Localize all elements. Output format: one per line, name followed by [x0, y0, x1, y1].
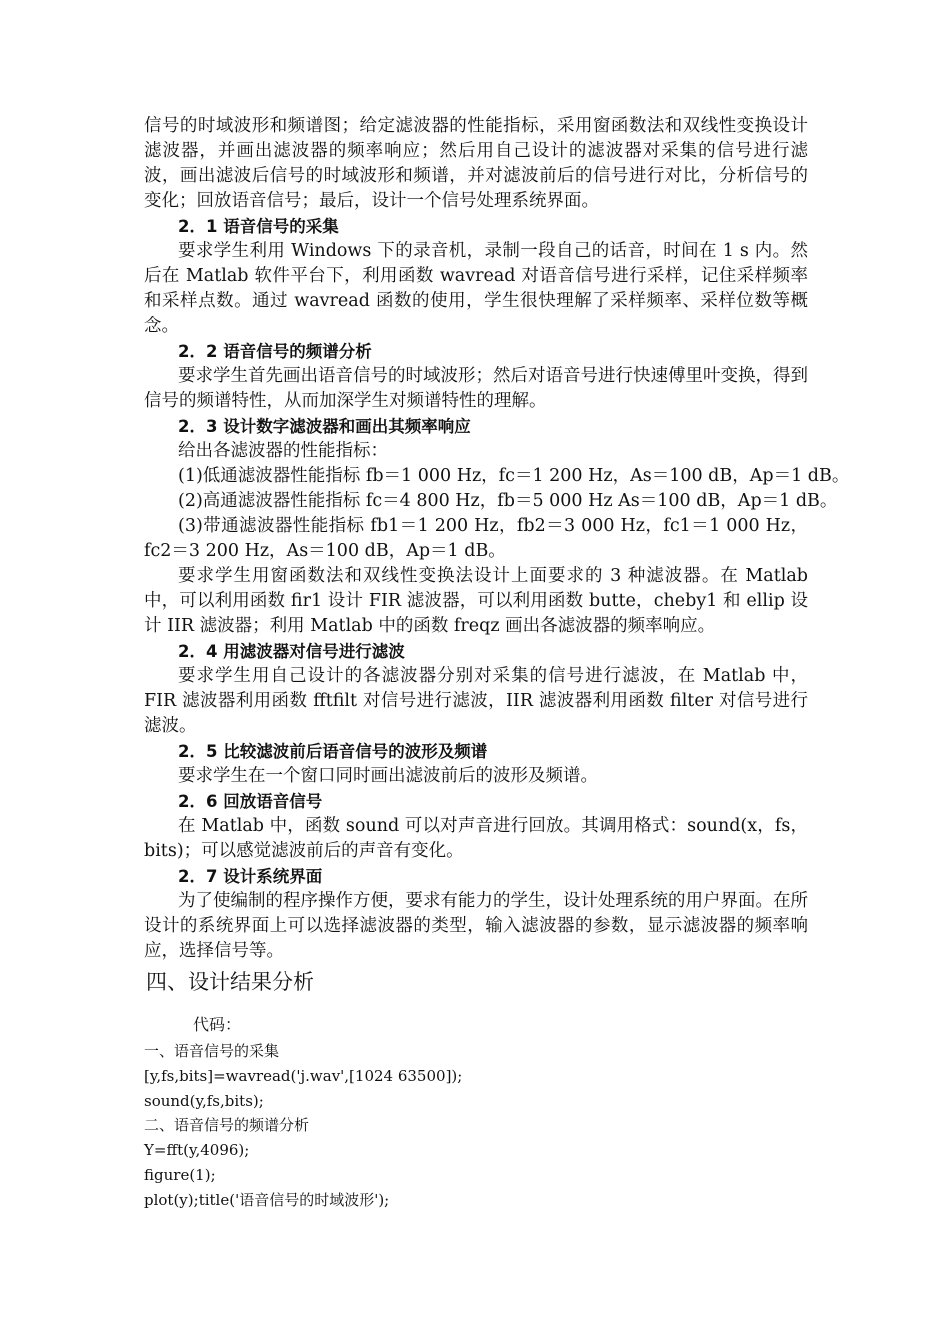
code-line: figure(1);	[144, 1166, 216, 1184]
intro-paragraph: 信号的时域波形和频谱图；给定滤波器的性能指标，采用窗函数法和双线性变换设计滤波器，并画出滤波器的频率响应；然后用自己设计的滤波器对采集的信号进行滤波，画出滤波后信号的时域波形和频谱，并对滤波前后的信号进行对比，分析信号的变化；回放语音信号；最后，设计一个信号处理系统界面。	[144, 116, 808, 211]
paragraph-2-4: 要求学生用自己设计的各滤波器分别对采集的信号进行滤波，在 Matlab 中，FIR 滤波器利用函数 fftfilt 对信号进行滤波，IIR 滤波器利用函数 filter 对信号进行滤波。	[144, 666, 808, 736]
paragraph-2-7: 为了使编制的程序操作方便，要求有能力的学生，设计处理系统的用户界面。在所设计的系统界面上可以选择滤波器的类型，输入滤波器的参数，显示滤波器的频率响应，选择信号等。	[144, 891, 808, 961]
code-line: Y=fft(y,4096);	[144, 1141, 250, 1159]
bandpass-spec: (3)带通滤波器性能指标 fb1＝1 200 Hz，fb2＝3 000 Hz，fc1＝1 000 Hz，fc2＝3 200 Hz，As＝100 dB，Ap＝1 dB。	[144, 516, 808, 561]
heading-2-1: 2．1 语音信号的采集	[178, 217, 339, 236]
heading-2-3: 2．3 设计数字滤波器和画出其频率响应	[178, 417, 471, 436]
paragraph-2-2: 要求学生首先画出语音信号的时域波形；然后对语音号进行快速傅里叶变换，得到信号的频谱特性，从而加深学生对频谱特性的理解。	[144, 366, 808, 411]
heading-2-7: 2．7 设计系统界面	[178, 867, 323, 886]
code-line: 一、语音信号的采集	[144, 1042, 280, 1060]
code-line: sound(y,fs,bits);	[144, 1092, 264, 1110]
highpass-spec: (2)高通滤波器性能指标 fc＝4 800 Hz，fb＝5 000 Hz As＝100 dB，Ap＝1 dB。	[178, 491, 838, 511]
code-line: 二、语音信号的频谱分析	[144, 1116, 310, 1134]
paragraph-2-1: 要求学生利用 Windows 下的录音机，录制一段自己的话音，时间在 1 s 内。然后在 Matlab 软件平台下，利用函数 wavread 对语音信号进行采样，记住采样频率和采样点数。通过 wavread 函数的使用，学生很快理解了采样频率、采样位数等概念。	[144, 241, 808, 336]
paragraph-2-5: 要求学生在一个窗口同时画出滤波前后的波形及频谱。	[178, 766, 598, 786]
section-4-heading: 四、设计结果分析	[146, 970, 314, 994]
filter-spec-lead: 给出各滤波器的性能指标：	[178, 441, 388, 461]
heading-2-5: 2．5 比较滤波前后语音信号的波形及频谱	[178, 742, 488, 761]
code-line: [y,fs,bits]=wavread('j.wav',[1024 63500]);	[144, 1067, 463, 1085]
heading-2-2: 2．2 语音信号的频谱分析	[178, 342, 372, 361]
code-line: plot(y);title('语音信号的时域波形');	[144, 1191, 390, 1209]
heading-2-6: 2．6 回放语音信号	[178, 792, 323, 811]
paragraph-2-3: 要求学生用窗函数法和双线性变换法设计上面要求的 3 种滤波器。在 Matlab 中，可以利用函数 fir1 设计 FIR 滤波器，可以利用函数 butte，cheby1 和 ellip 设计 IIR 滤波器；利用 Matlab 中的函数 freqz 画出各滤波器的频率响应。	[144, 566, 808, 636]
lowpass-spec: (1)低通滤波器性能指标 fb＝1 000 Hz，fc＝1 200 Hz，As＝100 dB，Ap＝1 dB。	[178, 466, 850, 486]
code-label: 代码：	[193, 1015, 242, 1034]
paragraph-2-6: 在 Matlab 中，函数 sound 可以对声音进行回放。其调用格式：sound(x，fs，bits)；可以感觉滤波前后的声音有变化。	[144, 816, 808, 861]
heading-2-4: 2．4 用滤波器对信号进行滤波	[178, 642, 405, 661]
